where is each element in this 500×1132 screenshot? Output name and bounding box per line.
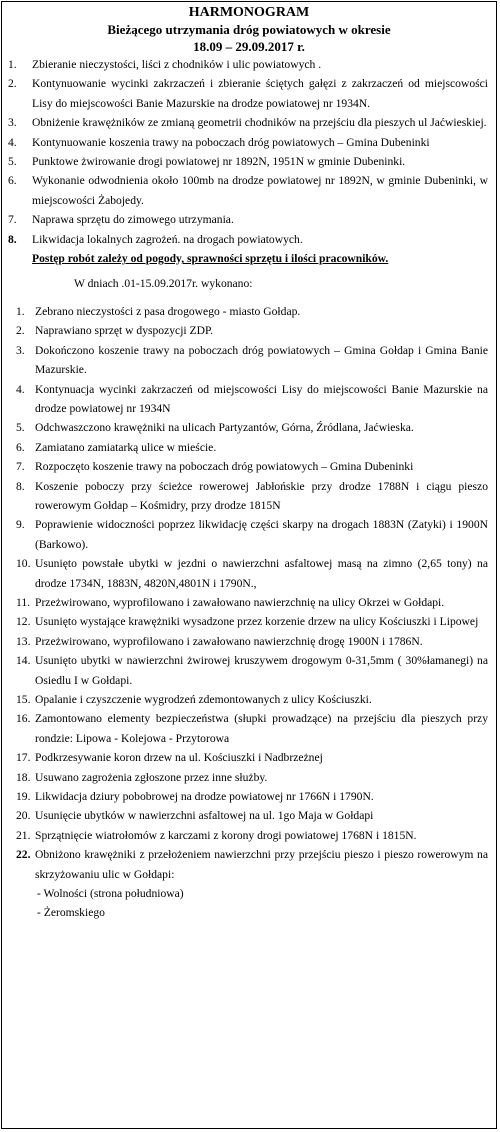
item-number: 5.	[8, 155, 17, 169]
list-item	[2, 341, 496, 380]
progress-note: Postęp robót zależy od pogody, sprawności sprzętu i ilości pracowników.	[32, 252, 389, 266]
sub-item: - Wolności (strona południowa)	[37, 887, 184, 901]
document-header	[2, 2, 496, 55]
item-number: 10.	[16, 557, 31, 571]
item-text: Usunięto wystające krawężniki wysadzone przez korzenie drzew na ulicy Kościuszki i Lipowej	[35, 615, 479, 629]
item-text: Naprawa sprzętu do zimowego utrzymania.	[32, 213, 234, 227]
item-number: 7.	[8, 213, 17, 227]
item-text: Usuwano zagrożenia zgłoszone przez inne służby.	[35, 770, 268, 784]
item-number: 12.	[16, 615, 31, 629]
list-item	[2, 457, 496, 476]
item-number: 16.	[16, 712, 31, 726]
list-item	[2, 612, 496, 631]
item-number: 2.	[8, 77, 17, 91]
item-text: Podkrzesywanie koron drzew na ul. Kościuszki i Nadbrzeżnej	[35, 751, 323, 765]
document-page	[1, 1, 497, 1129]
list-item	[2, 438, 496, 457]
item-number: 22.	[16, 848, 31, 862]
document-subtitle: Bieżącego utrzymania dróg powiatowych w okresie	[107, 22, 391, 37]
item-number: 6.	[16, 440, 25, 454]
item-number: 14.	[16, 654, 31, 668]
item-text: Usunięto ubytki w nawierzchni żwirowej kruszywem drogowym 0-31,5mm ( 30%łamanegi) na Osiedlu I w Gołdapi.	[35, 654, 488, 687]
list-item	[2, 651, 496, 690]
document-title: HARMONOGRAM	[188, 5, 310, 20]
item-text: Kontynuacja wycinki zakrzaczeń od miejscowości Lisy do miejscowości Banie Mazurskie na drodze powiatowej nr 1934N	[35, 382, 488, 415]
item-number: 15.	[16, 693, 31, 706]
item-text: Kontynuowanie wycinki zakrzaczeń i zbieranie ściętych gałęzi z zakrzaczeń od miejscowości Lisy do miejscowości Banie Mazurskie na drodze powiatowej nr 1934N.	[32, 77, 488, 110]
item-number: 6.	[8, 174, 17, 188]
item-text: Zamontowano elementy bezpieczeństwa (słupki prowadzące) na przejściu dla pieszych przy rondzie: Lipowa - Kolejowa - Przytorowa	[35, 712, 488, 745]
item-text: Wykonanie odwodnienia około 100mb na drodze powiatowej nr 1892N, w gminie Dubeninki, w miejscowości Żabojedy.	[32, 174, 488, 207]
list-item	[2, 826, 496, 845]
list-item	[2, 768, 496, 787]
list-item	[2, 321, 496, 340]
item-number: 13.	[16, 634, 31, 648]
list-item	[2, 477, 496, 516]
sub-item: - Żeromskiego	[37, 906, 105, 920]
item-text: Kontynuowanie koszenia trawy na poboczach dróg powiatowych – Gmina Dubeninki	[32, 135, 430, 149]
item-number: 2.	[16, 324, 25, 338]
list-item	[2, 632, 496, 651]
item-number: 17.	[16, 751, 31, 765]
item-number: 1.	[16, 304, 25, 318]
list-item	[2, 113, 496, 132]
item-text: Odchwaszczono krawężniki na ulicach Partyzantów, Górna, Źródlana, Jaćwieska.	[35, 421, 414, 435]
item-text: Koszenie poboczy przy ścieżce rowerowej Jabłońskie przy drodze 1788N i ciągu pieszo rowerowym Gołdap – Kośmidry, przy drodze 1815N	[35, 479, 488, 512]
list-item	[2, 593, 496, 612]
item-number: 21.	[16, 828, 31, 842]
item-text: Poprawienie widoczności poprzez likwidację części skarpy na drogach 1883N (Zatyki) i 1900N (Barkowo).	[35, 518, 488, 551]
item-text: Usunięto powstałe ubytki w jezdni o nawierzchni asfaltowej masą na zimno (2,65 tony) na drodze 1734N, 1883N, 4820N,4801N i 1790N.,	[35, 557, 488, 590]
done-heading: W dniach .01-15.09.2017r. wykonano:	[74, 277, 253, 291]
item-text: Likwidacja lokalnych zagrożeń. na drogach powiatowych.	[32, 232, 303, 246]
item-number: 9.	[16, 518, 25, 532]
planned-works-list	[2, 55, 496, 249]
list-item	[2, 690, 496, 709]
item-text: Sprzątnięcie wiatrołomów z karczami z korony drogi powiatowej 1768N i 1815N.	[35, 828, 417, 842]
item-number: 20.	[16, 809, 31, 823]
list-item	[2, 515, 496, 554]
list-item	[2, 171, 496, 210]
list-item	[2, 210, 496, 229]
item-number: 5.	[16, 421, 25, 435]
item-text: Przeżwirowano, wyprofilowano i zawałowano nawierzchnię drogę 1900N i 1786N.	[35, 634, 423, 648]
item-number: 4.	[8, 135, 17, 149]
item-text: Naprawiano sprzęt w dyspozycji ZDP.	[35, 324, 214, 338]
item-number: 3.	[16, 343, 25, 357]
item-text: Zebrano nieczystości z pasa drogowego - miasto Gołdap.	[35, 304, 301, 318]
list-item	[2, 554, 496, 593]
list-item	[2, 748, 496, 767]
item-text: Przeżwirowano, wyprofilowano i zawałowano nawierzchnię na ulicy Okrzei w Gołdapi.	[35, 595, 445, 609]
item-number: 8.	[8, 232, 17, 246]
list-item	[2, 74, 496, 113]
item-text: Obniżenie krawężników ze zmianą geometrii chodników na przejściu dla pieszych ul Jaćwieskiej.	[32, 116, 487, 130]
list-item	[2, 787, 496, 806]
list-item	[2, 418, 496, 437]
item-number: 19.	[16, 790, 31, 804]
list-item	[2, 302, 496, 321]
item-text: Usunięcie ubytków w nawierzchni asfaltowej na ul. 1go Maja w Gołdapi	[35, 809, 374, 823]
item-text: Zamiatano zamiatarką ulice w mieście.	[35, 440, 217, 454]
list-item	[2, 230, 496, 249]
item-number: 18.	[16, 770, 31, 784]
item-text: Punktowe żwirowanie drogi powiatowej nr 1892N, 1951N w gminie Dubeninki.	[32, 155, 406, 169]
list-item	[2, 55, 496, 74]
item-text: Dokończono koszenie trawy na poboczach dróg powiatowych – Gmina Gołdap i Gmina Banie Mazurskie.	[35, 343, 488, 377]
document-period: 18.09 – 29.09.2017 r.	[193, 39, 305, 54]
item-text: Opalanie i czyszczenie wygrodzeń zdemontowanych z ulicy Kościuszki.	[35, 693, 372, 706]
item-number: 4.	[16, 382, 25, 396]
item-text: Rozpoczęto koszenie trawy na poboczach dróg powiatowych – Gmina Dubeninki	[35, 460, 414, 474]
list-item	[2, 380, 496, 419]
completed-works-list	[2, 302, 496, 923]
list-item	[2, 709, 496, 748]
list-item	[2, 845, 496, 923]
list-item	[2, 133, 496, 152]
list-item	[2, 152, 496, 171]
item-text: Likwidacja dziury pobobrowej na drodze powiatowej nr 1766N i 1790N.	[35, 790, 374, 804]
item-number: 8.	[16, 479, 25, 493]
list-item	[2, 806, 496, 825]
item-number: 7.	[16, 460, 25, 474]
item-text: Zbieranie nieczystości, liści z chodników i ulic powiatowych .	[32, 58, 322, 71]
item-number: 11.	[16, 595, 31, 609]
item-number: 3.	[8, 116, 17, 130]
item-number: 1.	[8, 58, 17, 71]
item-text: Obniżono krawężniki z przełożeniem nawierzchni przy przejściu pieszo i pieszo rowerowym na skrzyżowaniu ulic w Gołdapi:	[35, 848, 488, 881]
